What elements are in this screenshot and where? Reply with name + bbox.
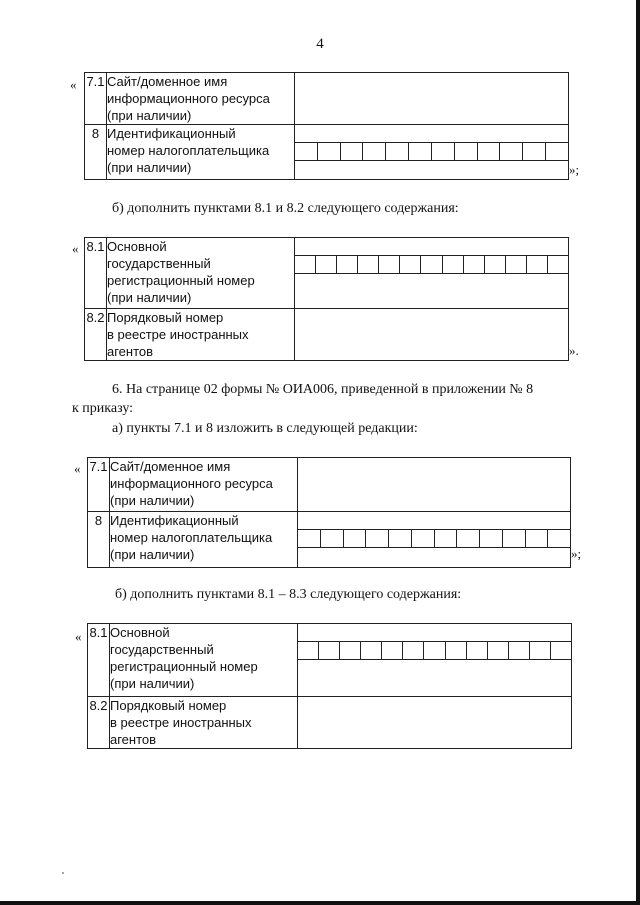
character-cell — [421, 256, 442, 273]
character-cell — [298, 642, 319, 659]
value-field — [298, 697, 572, 749]
character-cells-field — [295, 238, 569, 309]
character-cell — [341, 143, 364, 160]
character-cell — [443, 256, 464, 273]
row-number: 8 — [85, 125, 107, 180]
character-cell — [361, 642, 382, 659]
character-cell — [464, 256, 485, 273]
character-cell — [530, 642, 551, 659]
form-table-4 — [87, 623, 572, 749]
character-cell — [424, 642, 445, 659]
row-label: Сайт/доменное имя информационного ресурса (при наличии) — [110, 458, 298, 512]
character-cell — [412, 530, 435, 547]
table-row — [88, 458, 571, 512]
paragraph: 6. На странице 02 формы № ОИА006, приведенной в приложении № 8 — [112, 382, 534, 397]
character-cells-field — [298, 512, 571, 568]
character-cells-field — [295, 125, 569, 180]
character-cells — [298, 529, 570, 548]
row-number: 8.2 — [85, 309, 107, 361]
character-cell — [478, 143, 501, 160]
character-cell — [409, 143, 432, 160]
row-number: 8.2 — [88, 697, 110, 749]
character-cell — [344, 530, 367, 547]
table-row — [85, 125, 569, 180]
character-cell — [298, 530, 321, 547]
character-cell — [546, 143, 568, 160]
row-number: 7.1 — [85, 73, 107, 125]
row-label: Идентификационный номер налогоплательщика (при наличии) — [110, 512, 298, 568]
character-cell — [446, 642, 467, 659]
character-cell — [551, 642, 571, 659]
paragraph: б) дополнить пунктами 8.1 и 8.2 следующего содержания: — [112, 201, 459, 216]
character-cell — [485, 256, 506, 273]
character-cell — [457, 530, 480, 547]
character-cell — [432, 143, 455, 160]
character-cell — [295, 256, 316, 273]
character-cell — [500, 143, 523, 160]
quote-close: ». — [569, 343, 579, 358]
character-cell — [382, 642, 403, 659]
character-cell — [403, 642, 424, 659]
character-cell — [548, 530, 570, 547]
page-number: 4 — [316, 36, 324, 52]
quote-close: »; — [569, 162, 580, 177]
character-cell — [318, 143, 341, 160]
table-row — [88, 512, 571, 568]
quote-open: « — [70, 77, 77, 92]
row-label: Основной государственный регистрационный номер (при наличии) — [110, 624, 298, 697]
character-cells — [295, 255, 568, 274]
quote-open: « — [72, 241, 79, 256]
character-cell — [480, 530, 503, 547]
table-row — [88, 624, 572, 697]
value-field — [295, 309, 569, 361]
paragraph: б) дополнить пунктами 8.1 – 8.3 следующего содержания: — [115, 587, 462, 602]
row-number: 7.1 — [88, 458, 110, 512]
paragraph: а) пункты 7.1 и 8 изложить в следующей редакции: — [112, 421, 418, 436]
paragraph: к приказу: — [72, 401, 134, 416]
character-cells-field — [298, 624, 572, 697]
row-label: Идентификационный номер налогоплательщика (при наличии) — [107, 125, 295, 180]
character-cell — [527, 256, 548, 273]
character-cell — [363, 143, 386, 160]
character-cell — [319, 642, 340, 659]
quote-close: »; — [571, 546, 582, 561]
character-cell — [548, 256, 568, 273]
form-table-1 — [84, 72, 569, 180]
character-cell — [321, 530, 344, 547]
character-cell — [488, 642, 509, 659]
character-cells — [298, 641, 571, 660]
row-number: 8.1 — [88, 624, 110, 697]
character-cell — [366, 530, 389, 547]
character-cell — [389, 530, 412, 547]
character-cell — [379, 256, 400, 273]
quote-open: « — [75, 629, 82, 644]
page-edge-bottom — [0, 901, 640, 905]
character-cell — [455, 143, 478, 160]
quote-open: « — [74, 461, 81, 476]
table-row — [85, 309, 569, 361]
table-row — [85, 73, 569, 125]
character-cell — [503, 530, 526, 547]
character-cell — [400, 256, 421, 273]
row-label: Порядковый номер в реестре иностранных агентов — [110, 697, 298, 749]
character-cell — [523, 143, 546, 160]
form-table-2 — [84, 237, 569, 361]
row-number: 8 — [88, 512, 110, 568]
row-label: Порядковый номер в реестре иностранных агентов — [107, 309, 295, 361]
character-cell — [337, 256, 358, 273]
character-cell — [467, 642, 488, 659]
scan-speck — [62, 872, 64, 874]
character-cell — [358, 256, 379, 273]
table-row — [85, 238, 569, 309]
page-edge-right — [636, 0, 640, 905]
value-field — [295, 73, 569, 125]
character-cell — [506, 256, 527, 273]
row-label: Основной государственный регистрационный номер (при наличии) — [107, 238, 295, 309]
table-row — [88, 697, 572, 749]
value-field — [298, 458, 571, 512]
form-table-3 — [87, 457, 571, 568]
character-cell — [316, 256, 337, 273]
character-cell — [295, 143, 318, 160]
character-cell — [526, 530, 549, 547]
character-cells — [295, 142, 568, 161]
row-label: Сайт/доменное имя информационного ресурса (при наличии) — [107, 73, 295, 125]
row-number: 8.1 — [85, 238, 107, 309]
character-cell — [435, 530, 458, 547]
character-cell — [509, 642, 530, 659]
character-cell — [340, 642, 361, 659]
character-cell — [386, 143, 409, 160]
